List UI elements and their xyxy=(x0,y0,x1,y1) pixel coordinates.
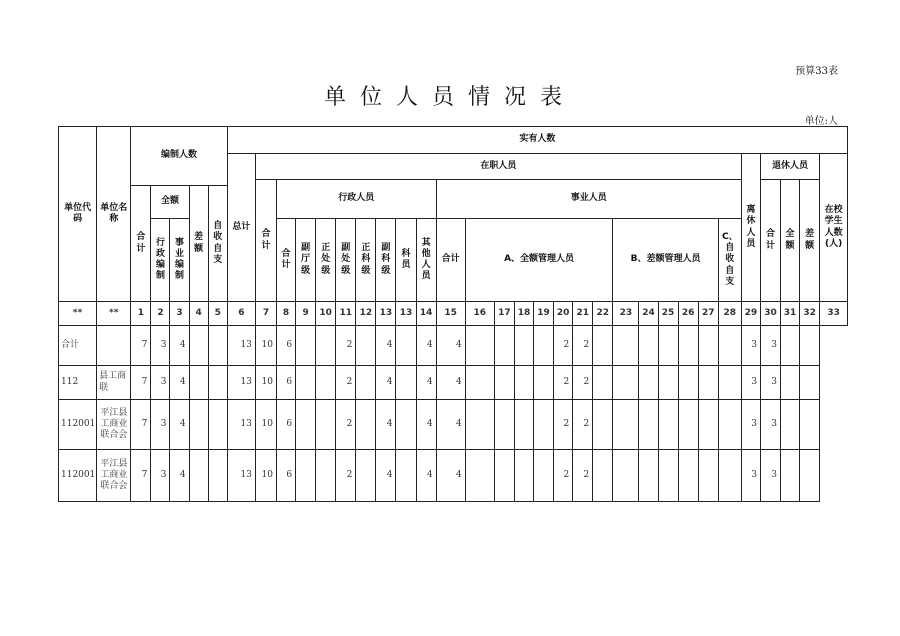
value-cell: 4 xyxy=(416,450,436,502)
column-number: 30 xyxy=(760,302,780,326)
value-cell: 13 xyxy=(227,366,255,400)
value-cell xyxy=(658,450,678,502)
value-cell xyxy=(494,366,514,400)
column-number: 14 xyxy=(416,302,436,326)
th-clerk: 科员 xyxy=(396,219,416,302)
th-staffing: 编制人数 xyxy=(131,127,227,186)
value-cell: 4 xyxy=(376,366,396,400)
value-cell xyxy=(208,326,227,366)
unit-name-cell: 平江县工商业联合会 xyxy=(97,400,131,450)
value-cell xyxy=(800,366,820,400)
th-students: 在校学生人数(人) xyxy=(820,154,848,302)
th-admin-staff: 行政人员 xyxy=(277,180,437,219)
value-cell xyxy=(296,366,316,400)
value-cell: 3 xyxy=(760,450,780,502)
value-cell: 2 xyxy=(573,450,593,502)
value-cell xyxy=(514,450,533,502)
value-cell xyxy=(494,400,514,450)
value-cell: 4 xyxy=(170,366,189,400)
th-staff-total: 合计 xyxy=(131,186,151,302)
value-cell xyxy=(613,400,639,450)
column-number: 20 xyxy=(554,302,573,326)
column-number: 12 xyxy=(356,302,376,326)
value-cell xyxy=(316,450,336,502)
value-cell xyxy=(593,450,613,502)
unit-name-cell: 平江县工商业联合会 xyxy=(97,450,131,502)
column-number: 11 xyxy=(336,302,356,326)
column-number-row xyxy=(59,302,848,326)
value-cell xyxy=(678,326,698,366)
value-cell xyxy=(356,450,376,502)
value-cell xyxy=(356,326,376,366)
value-cell xyxy=(639,400,658,450)
th-unit-name: 单位名称 xyxy=(97,127,131,302)
value-cell: 2 xyxy=(336,326,356,366)
personnel-table xyxy=(58,126,848,502)
column-number: 5 xyxy=(208,302,227,326)
value-cell xyxy=(534,326,554,366)
th-grand-total: 总计 xyxy=(227,154,255,302)
table-row xyxy=(59,400,848,450)
value-cell xyxy=(316,366,336,400)
column-number: 17 xyxy=(494,302,514,326)
th-mgmt-a: A、全额管理人员 xyxy=(465,219,613,302)
unit-name-cell xyxy=(97,326,131,366)
value-cell: 2 xyxy=(554,450,573,502)
column-number: 27 xyxy=(698,302,718,326)
value-cell xyxy=(514,400,533,450)
column-number: 19 xyxy=(534,302,554,326)
column-number: 9 xyxy=(296,302,316,326)
value-cell: 3 xyxy=(151,450,170,502)
column-number: 10 xyxy=(316,302,336,326)
value-cell: 4 xyxy=(376,450,396,502)
value-cell xyxy=(781,326,800,366)
value-cell: 4 xyxy=(416,366,436,400)
value-cell: 10 xyxy=(255,400,276,450)
column-number: 16 xyxy=(465,302,494,326)
column-number: 21 xyxy=(573,302,593,326)
value-cell xyxy=(698,366,718,400)
value-cell xyxy=(613,450,639,502)
column-number: 23 xyxy=(613,302,639,326)
value-cell: 4 xyxy=(376,400,396,450)
value-cell: 2 xyxy=(554,366,573,400)
value-cell xyxy=(356,400,376,450)
th-unit-code: 单位代码 xyxy=(59,127,97,302)
column-number: 7 xyxy=(255,302,276,326)
page-title: 单位人员情况表 xyxy=(323,85,576,110)
value-cell: 3 xyxy=(760,366,780,400)
value-cell xyxy=(678,366,698,400)
value-cell xyxy=(189,400,208,450)
value-cell: 4 xyxy=(170,450,189,502)
column-number: 13 xyxy=(396,302,416,326)
value-cell xyxy=(396,326,416,366)
form-number: 预算33表 xyxy=(795,66,838,77)
value-cell: 4 xyxy=(436,400,465,450)
column-number: 29 xyxy=(741,302,760,326)
unit-code-cell: 112001 xyxy=(59,400,97,450)
value-cell xyxy=(296,450,316,502)
th-retired-left: 离休人员 xyxy=(741,154,760,302)
table-body xyxy=(59,302,848,502)
value-cell xyxy=(534,366,554,400)
value-cell: 2 xyxy=(554,326,573,366)
value-cell xyxy=(800,450,820,502)
value-cell xyxy=(593,366,613,400)
unit-name-cell: 县工商联 xyxy=(97,366,131,400)
value-cell xyxy=(658,326,678,366)
table-row xyxy=(59,366,848,400)
column-number: 3 xyxy=(170,302,189,326)
th-admin-staffing: 行政编制 xyxy=(151,219,170,302)
th-div-full: 正处级 xyxy=(316,219,336,302)
value-cell xyxy=(208,400,227,450)
th-bureau-deputy: 副厅级 xyxy=(296,219,316,302)
table-row xyxy=(59,450,848,502)
column-number: 15 xyxy=(436,302,465,326)
column-number: 28 xyxy=(718,302,741,326)
value-cell xyxy=(593,326,613,366)
column-number: 33 xyxy=(820,302,848,326)
value-cell: 4 xyxy=(170,400,189,450)
value-cell xyxy=(698,450,718,502)
value-cell: 4 xyxy=(376,326,396,366)
value-cell: 4 xyxy=(170,326,189,366)
column-number: 24 xyxy=(639,302,658,326)
value-cell xyxy=(698,326,718,366)
value-cell xyxy=(639,326,658,366)
value-cell xyxy=(514,326,533,366)
column-number: 2 xyxy=(151,302,170,326)
value-cell: 3 xyxy=(151,400,170,450)
column-number: ** xyxy=(97,302,131,326)
value-cell xyxy=(494,450,514,502)
column-number: ** xyxy=(59,302,97,326)
th-sect-deputy: 副科级 xyxy=(376,219,396,302)
value-cell: 7 xyxy=(131,326,151,366)
value-cell: 2 xyxy=(573,326,593,366)
th-inst-total: 合计 xyxy=(436,219,465,302)
value-cell: 7 xyxy=(131,366,151,400)
value-cell xyxy=(189,326,208,366)
th-ret-diff: 差额 xyxy=(800,180,820,302)
value-cell xyxy=(658,366,678,400)
value-cell: 13 xyxy=(227,400,255,450)
th-on-duty-total: 合计 xyxy=(255,180,276,302)
value-cell: 4 xyxy=(436,366,465,400)
th-admin-other: 其他人员 xyxy=(416,219,436,302)
value-cell xyxy=(718,326,741,366)
value-cell xyxy=(396,450,416,502)
column-number: 6 xyxy=(227,302,255,326)
value-cell xyxy=(613,366,639,400)
unit-label: 单位:人 xyxy=(804,116,838,127)
th-mgmt-b: B、差额管理人员 xyxy=(613,219,718,302)
column-number: 26 xyxy=(678,302,698,326)
value-cell: 4 xyxy=(416,326,436,366)
value-cell: 3 xyxy=(760,326,780,366)
th-inst-staff: 事业人员 xyxy=(436,180,741,219)
value-cell xyxy=(800,326,820,366)
value-cell xyxy=(465,400,494,450)
value-cell xyxy=(396,366,416,400)
th-sect-full: 正科级 xyxy=(356,219,376,302)
value-cell: 10 xyxy=(255,366,276,400)
value-cell xyxy=(534,450,554,502)
th-diff: 差额 xyxy=(189,186,208,302)
value-cell xyxy=(514,366,533,400)
value-cell xyxy=(639,366,658,400)
value-cell: 13 xyxy=(227,326,255,366)
value-cell xyxy=(718,366,741,400)
value-cell xyxy=(781,366,800,400)
value-cell xyxy=(296,400,316,450)
unit-code-cell: 合计 xyxy=(59,326,97,366)
value-cell: 3 xyxy=(741,400,760,450)
value-cell xyxy=(316,400,336,450)
value-cell: 10 xyxy=(255,450,276,502)
value-cell xyxy=(316,326,336,366)
value-cell xyxy=(465,450,494,502)
column-number: 4 xyxy=(189,302,208,326)
value-cell: 7 xyxy=(131,450,151,502)
value-cell: 3 xyxy=(741,450,760,502)
th-mgmt-c: C、自收自支 xyxy=(718,219,741,302)
value-cell: 4 xyxy=(416,400,436,450)
value-cell: 13 xyxy=(227,450,255,502)
value-cell xyxy=(800,400,820,450)
column-number: 32 xyxy=(800,302,820,326)
value-cell: 2 xyxy=(573,366,593,400)
value-cell: 2 xyxy=(336,400,356,450)
value-cell xyxy=(396,400,416,450)
value-cell xyxy=(356,366,376,400)
column-number: 31 xyxy=(781,302,800,326)
value-cell: 6 xyxy=(277,400,296,450)
value-cell xyxy=(208,450,227,502)
value-cell xyxy=(639,450,658,502)
column-number: 22 xyxy=(593,302,613,326)
value-cell xyxy=(465,326,494,366)
value-cell xyxy=(678,450,698,502)
value-cell xyxy=(534,400,554,450)
table-row xyxy=(59,326,848,366)
th-div-deputy: 副处级 xyxy=(336,219,356,302)
unit-code-cell: 112 xyxy=(59,366,97,400)
th-full-amount: 全额 xyxy=(151,186,189,219)
column-number: 8 xyxy=(277,302,296,326)
value-cell: 2 xyxy=(336,450,356,502)
value-cell: 7 xyxy=(131,400,151,450)
value-cell xyxy=(718,400,741,450)
value-cell: 4 xyxy=(436,450,465,502)
value-cell xyxy=(208,366,227,400)
value-cell: 2 xyxy=(573,400,593,450)
value-cell: 3 xyxy=(741,326,760,366)
value-cell xyxy=(781,400,800,450)
column-number: 18 xyxy=(514,302,533,326)
value-cell xyxy=(698,400,718,450)
value-cell: 6 xyxy=(277,326,296,366)
value-cell: 3 xyxy=(760,400,780,450)
value-cell xyxy=(678,400,698,450)
value-cell xyxy=(658,400,678,450)
value-cell: 2 xyxy=(554,400,573,450)
th-actual: 实有人数 xyxy=(227,127,847,154)
value-cell xyxy=(613,326,639,366)
column-number: 13 xyxy=(376,302,396,326)
th-self-support: 自收自支 xyxy=(208,186,227,302)
value-cell xyxy=(189,366,208,400)
value-cell xyxy=(494,326,514,366)
value-cell: 2 xyxy=(336,366,356,400)
value-cell: 4 xyxy=(436,326,465,366)
value-cell: 6 xyxy=(277,450,296,502)
th-on-duty: 在职人员 xyxy=(255,154,741,180)
th-ret-total: 合计 xyxy=(760,180,780,302)
value-cell xyxy=(465,366,494,400)
column-number: 1 xyxy=(131,302,151,326)
value-cell: 3 xyxy=(151,326,170,366)
column-number: 25 xyxy=(658,302,678,326)
value-cell: 6 xyxy=(277,366,296,400)
th-ret-full: 全额 xyxy=(781,180,800,302)
th-retired: 退休人员 xyxy=(760,154,819,180)
value-cell xyxy=(718,450,741,502)
value-cell xyxy=(593,400,613,450)
value-cell: 3 xyxy=(151,366,170,400)
value-cell: 10 xyxy=(255,326,276,366)
value-cell: 3 xyxy=(741,366,760,400)
value-cell xyxy=(781,450,800,502)
value-cell xyxy=(296,326,316,366)
value-cell xyxy=(189,450,208,502)
unit-code-cell: 112001 xyxy=(59,450,97,502)
th-inst-staffing: 事业编制 xyxy=(170,219,189,302)
th-admin-total: 合计 xyxy=(277,219,296,302)
